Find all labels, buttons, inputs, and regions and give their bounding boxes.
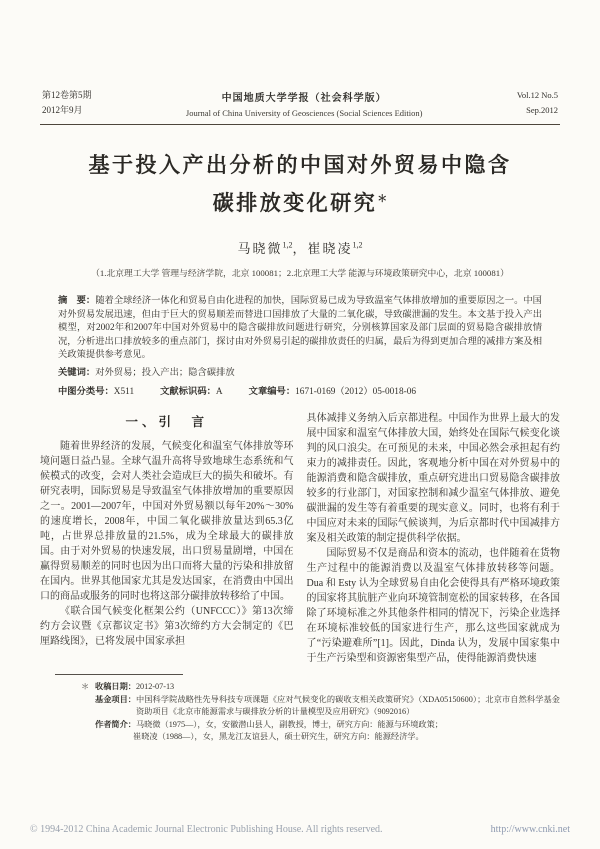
author-bio-2: 崔晓凌（1988—），女，黑龙江友谊县人，硕士研究生，研究方向：能源经济学。 [133, 732, 424, 742]
clc-value: X511 [113, 386, 135, 397]
fund-text: 中国科学院战略性先导科技专项课题《应对气候变化的碳收支相关政策研究》（XDA05150600）；北京市自然科学基金资助项目《北京市能源需求与碳排放分析的计量模型及应用研究》（9092016） [135, 694, 560, 717]
section-1-heading: 一、引 言 [125, 414, 208, 429]
right-paragraph-1: 具体减排义务纳入后京都进程。中国作为世界上最大的发展中国家和温室气体排放大国，始终处在国际气候变化谈判的风口浪尖。在可预见的未来，中国必然会承担起有约束力的减排责任。因此，客观地分析中国在对外贸易中的能源消费和隐含碳排放，重点研究进出口贸易隐含碳排放较多的行业部门，对国家控制和减少温室气体排放、避免碳泄漏的发生等有着重要的现实意义。同时，也将有利于中国应对未来的国际气候谈判，为后京都时代中国减排方案及相关政策的制定提供科学依据。 [306, 412, 560, 544]
clc-item [58, 383, 134, 397]
issue-date-cn: 2012年9月 [42, 105, 83, 115]
author-1: 马晓微 [237, 241, 283, 256]
article-title [40, 149, 560, 221]
abstract-text: 随着全球经济一体化和贸易自由化进程的加快，国际贸易已成为导致温室气体排放增加的重要原因之一。中国对外贸易发展迅速，但由于巨大的贸易顺差而替进口国排放了大量的二氧化碳，导致碳泄漏的发生。本文基于投入产出模型，对2002年和2007年中国对外贸易中的隐含碳排放问题进行研究，分别核算国家及部门层面的贸易隐含碳排放情况，分析进出口排放较多的重点部门，探讨由对外贸易引起的碳排放责任的归属，最后为得到更加合理的减排方案及相关政策提供参考意见。 [58, 296, 542, 361]
affiliation-line: （1.北京理工大学 管理与经济学院，北京 100081；2.北京理工大学 能源与环境政策研究中心，北京 100081） [91, 268, 509, 278]
fund-label: 基金项目： [95, 694, 136, 704]
clc-label: 中图分类号： [58, 385, 114, 396]
author-line [40, 238, 560, 257]
footnote-divider [55, 674, 183, 675]
author-1-affil-sup: 1,2 [282, 240, 293, 250]
footnote-block [55, 674, 560, 744]
received-date-value: 2012-07-13 [135, 681, 175, 691]
right-column [307, 411, 561, 666]
left-paragraph-2: 《联合国气候变化框架公约（UNFCCC）》第13次缔约方会议暨《京都议定书》第3次缔约方大会制定的《巴厘路线图》，已将发展中国家承担 [40, 605, 294, 647]
article-title-line2 [40, 183, 560, 221]
article-title-line2-text: 碳排放变化研究 [212, 192, 378, 215]
footnote-fund-row [55, 694, 560, 719]
article-title-line1: 基于投入产出分析的中国对外贸易中隐含 [88, 154, 512, 177]
article-id-value: 1671-0169（2012）05-0018-06 [295, 386, 416, 397]
journal-header [40, 88, 560, 125]
journal-name-cn: 中国地质大学学报（社会科学版） [221, 93, 387, 104]
journal-name-en: Journal of China University of Geosciences (Social Sciences Edition) [185, 108, 423, 118]
keywords-label: 关键词： [58, 366, 96, 377]
left-paragraph-1: 随着世界经济的发展，气候变化和温室气体排放等环境问题日益凸显。全球气温升高将导致地球生态系统和气候模式的改变，会对人类社会造成巨大的损失和破坏。有研究表明，国际贸易是导致温室气体排放增加的重要原因之一。2001—2007年，中国对外贸易额以每年20%～30%的速度增长，2008年，中国二氧化碳排放量达到65.3亿吨，占世界总排放量的21.5%，成为全球最大的碳排放国。由于对外贸易的快速发展，出口贸易量剧增，中国在赢得贸易顺差的同时也因为出口而将大量的污染和排放留在国内。世界其他国家尤其是发达国家，在消费由中国出口的商品或服务的同时也将这部分碳排放转移给了中国。 [40, 440, 294, 602]
abstract-label: 摘 要： [58, 295, 96, 305]
footnote-bio-row [55, 719, 560, 732]
received-date-label: 收稿日期： [95, 681, 136, 691]
doc-code-label: 文献标识码： [160, 385, 216, 396]
author-2: 崔晓凌 [307, 241, 353, 256]
volume-en: Vol.12 No.5 [516, 90, 558, 100]
cnki-url[interactable]: http://www.cnki.net [490, 824, 570, 835]
body-columns [40, 411, 560, 666]
footnote-asterisk: ＊ [81, 681, 90, 691]
doc-code-value: A [215, 386, 223, 397]
footnote-received-row [55, 681, 560, 694]
keywords-block [58, 365, 542, 380]
issue-date-en: Sep.2012 [526, 105, 558, 115]
issue-number: 第12卷第5期 [42, 90, 92, 100]
copyright-text: © 1994-2012 China Academic Journal Electronic Publishing House. All rights reserved. [30, 824, 383, 835]
header-vol-block [517, 88, 558, 118]
author-bio-1: 马晓微（1975—），女，安徽潜山县人，副教授，博士，研究方向：能源与环境政策； [135, 719, 443, 729]
footnote-bio-row-2 [55, 731, 560, 744]
author-separator: ， [292, 241, 308, 256]
article-id-item [249, 383, 416, 397]
journal-name-block [92, 89, 517, 118]
doc-code-item [160, 383, 223, 397]
title-footnote-mark: ＊ [377, 194, 388, 205]
left-column [40, 411, 294, 666]
article-id-label: 文章编号： [248, 385, 296, 396]
right-paragraph-2: 国际贸易不仅是商品和资本的流动，也伴随着在货物生产过程中的能源消费以及温室气体排放转移等问题。Dua 和 Esty 认为全球贸易自由化会使得具有严格环境政策的国家将其肮脏产业向环境管制宽松的国家转移，在各国除了环境标准之外其他条件相同的情况下，污染企业选择在环境标准较低的国家进行生产，那么这些国家就成为了“污染避难所”[1]。因此，Dinda 认为，发展中国家集中于生产污染型和资源密集型产品，使得能源消费快速 [306, 547, 560, 664]
keywords-text: 对外贸易；投入产出；隐含碳排放 [95, 367, 235, 378]
header-issue-block [42, 88, 92, 118]
author-2-affil-sup: 1,2 [352, 240, 363, 250]
classification-line [58, 383, 542, 397]
abstract-block [58, 294, 542, 363]
author-bio-label: 作者简介： [95, 719, 136, 729]
cnki-copyright-bar [30, 824, 570, 835]
